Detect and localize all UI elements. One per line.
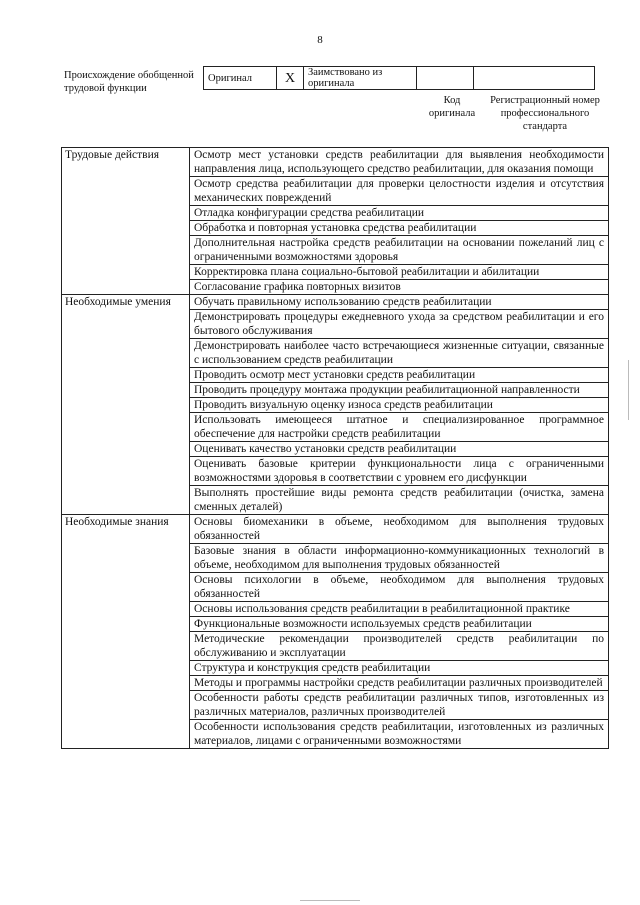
scan-artifact bbox=[628, 360, 629, 420]
section-item: Особенности использования средств реабилитации, изготовленных из различных материалов, лицами с ограниченными возможностями bbox=[190, 720, 609, 749]
section-item: Корректировка плана социально-бытовой реабилитации и абилитации bbox=[190, 265, 609, 280]
origin-label: Происхождение обобщенной трудовой функции bbox=[64, 70, 194, 94]
table-row bbox=[62, 295, 609, 310]
section-item: Базовые знания в области информационно-коммуникационных технологий в объеме, необходимом для выполнения трудовых обязанностей bbox=[190, 544, 609, 573]
section-item: Основы биомеханики в объеме, необходимом для выполнения трудовых обязанностей bbox=[190, 515, 609, 544]
section-item: Дополнительная настройка средств реабилитации на основании пожеланий лиц с ограниченными возможностями здоровья bbox=[190, 236, 609, 265]
section-item: Отладка конфигурации средства реабилитации bbox=[190, 206, 609, 221]
original-cell: Оригинал bbox=[204, 67, 277, 90]
section-item: Осмотр средства реабилитации для проверки целостности изделия и отсутствия механических повреждений bbox=[190, 177, 609, 206]
code-caption: Код оригинала bbox=[428, 95, 476, 119]
section-item: Функциональные возможности используемых средств реабилитации bbox=[190, 617, 609, 632]
original-mark: X bbox=[277, 67, 304, 90]
section-category: Необходимые умения bbox=[62, 295, 190, 515]
section-item: Согласование графика повторных визитов bbox=[190, 280, 609, 295]
section-item: Демонстрировать наиболее часто встречающиеся жизненные ситуации, связанные с использованием средств реабилитации bbox=[190, 339, 609, 368]
section-item: Обучать правильному использованию средств реабилитации bbox=[190, 295, 609, 310]
section-item: Осмотр мест установки средств реабилитации для выявления необходимости направления лица, использующего средство реабилитации, для оказания помощи bbox=[190, 148, 609, 177]
section-item: Выполнять простейшие виды ремонта средств реабилитации (очистка, замена сменных деталей) bbox=[190, 486, 609, 515]
reg-number-caption: Регистрационный номер профессионального стандарта bbox=[490, 95, 600, 132]
function-table bbox=[61, 147, 609, 749]
borrowed-cell: Заимствовано из оригинала bbox=[304, 67, 417, 90]
section-item: Основы использования средств реабилитации в реабилитационной практике bbox=[190, 602, 609, 617]
section-item: Методические рекомендации производителей средств реабилитации по обслуживанию и эксплуатации bbox=[190, 632, 609, 661]
section-item: Методы и программы настройки средств реабилитации различных производителей bbox=[190, 676, 609, 691]
section-item: Проводить визуальную оценку износа средств реабилитации bbox=[190, 398, 609, 413]
origin-table bbox=[203, 66, 595, 90]
section-item: Оценивать качество установки средств реабилитации bbox=[190, 442, 609, 457]
section-item: Проводить процедуру монтажа продукции реабилитационной направленности bbox=[190, 383, 609, 398]
section-category: Необходимые знания bbox=[62, 515, 190, 749]
section-item: Использовать имеющееся штатное и специализированное программное обеспечение для настройки средств реабилитации bbox=[190, 413, 609, 442]
code-cell bbox=[417, 67, 474, 90]
reg-number-cell bbox=[474, 67, 595, 90]
section-item: Основы психологии в объеме, необходимом для выполнения трудовых обязанностей bbox=[190, 573, 609, 602]
section-item: Демонстрировать процедуры ежедневного ухода за средством реабилитации и его бытового обслуживания bbox=[190, 310, 609, 339]
section-item: Структура и конструкция средств реабилитации bbox=[190, 661, 609, 676]
section-item: Оценивать базовые критерии функциональности лица с ограниченными возможностями здоровья в соответствии с уровнем его дисфункции bbox=[190, 457, 609, 486]
section-item: Особенности работы средств реабилитации различных типов, изготовленных из различных материалов, различных производителей bbox=[190, 691, 609, 720]
table-row bbox=[62, 515, 609, 544]
scan-artifact bbox=[300, 900, 360, 901]
table-row bbox=[62, 148, 609, 177]
section-item: Обработка и повторная установка средства реабилитации bbox=[190, 221, 609, 236]
page-number: 8 bbox=[317, 34, 323, 46]
section-category: Трудовые действия bbox=[62, 148, 190, 295]
section-item: Проводить осмотр мест установки средств реабилитации bbox=[190, 368, 609, 383]
